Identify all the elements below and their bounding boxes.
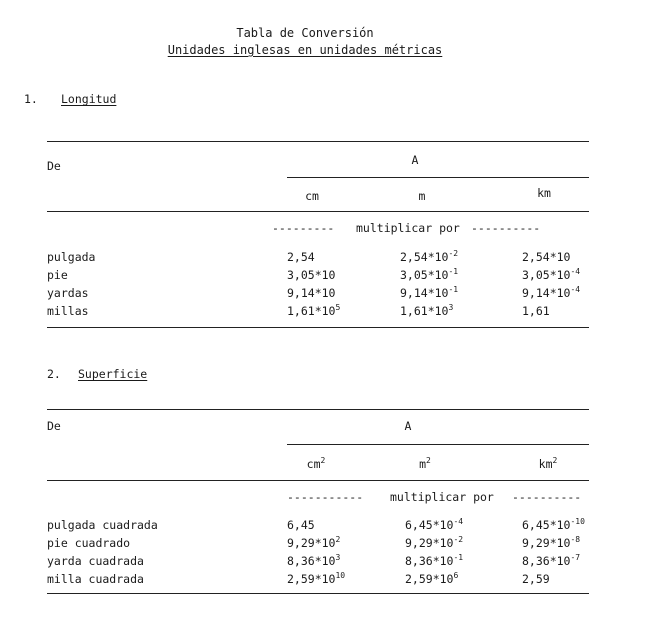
table-cell: $9,14*10^{-1}$ <box>400 285 459 300</box>
table-cell: $3,05*10^{-1}$ <box>400 267 459 282</box>
table-cell: $9,14*10^{-4}$ <box>522 285 581 300</box>
table-cell: $9,29*10^2$ <box>287 535 341 550</box>
to-label: A <box>404 419 412 433</box>
table-cell: $8,36*10^{-7}$ <box>522 553 581 568</box>
page-title: Tabla de Conversión <box>236 26 374 40</box>
table-cell: 6,45 <box>287 518 315 532</box>
factor-dashes-left: ----------- <box>287 490 364 504</box>
unit-header-cm: cm <box>305 189 319 203</box>
table-cell: $2,59*10^{10}$ <box>287 571 346 586</box>
table-cell: $9,29*10^{-8}$ <box>522 535 581 550</box>
row-label: pie cuadrado <box>47 536 131 550</box>
table-cell: 9,14*10 <box>287 286 336 300</box>
table-bottom-rule <box>47 327 589 328</box>
table-cell: $1,61*10^3$ <box>400 303 454 318</box>
table-cell: $8,36*10^{-1}$ <box>405 553 464 568</box>
row-label: yardas <box>47 286 89 300</box>
table-cell: $2,59*10^6$ <box>405 571 459 586</box>
section-number: 1. <box>24 92 38 106</box>
row-label: millas <box>47 304 89 318</box>
page-subtitle: Unidades inglesas en unidades métricas <box>167 43 443 57</box>
header-rule <box>47 211 589 212</box>
table-cell: $8,36*10^3$ <box>287 553 341 568</box>
row-label: pulgada <box>47 250 96 264</box>
unit-header-km: km <box>537 186 551 200</box>
from-label: De <box>47 159 61 173</box>
section-title: Longitud <box>61 92 117 106</box>
unit-header-m: m <box>418 189 426 203</box>
row-label: milla cuadrada <box>47 572 144 586</box>
from-label: De <box>47 419 61 433</box>
factor-label: multiplicar por <box>356 221 460 235</box>
table-cell: 2,59 <box>522 572 550 586</box>
header-rule <box>47 480 589 481</box>
table-cell: $6,45*10^{-10}$ <box>522 517 585 532</box>
row-label: yarda cuadrada <box>47 554 144 568</box>
unit-header-cm2: $cm^2$ <box>306 456 326 471</box>
table-cell: $2,54*10^{-2}$ <box>400 249 459 264</box>
table-cell: $1,61*10^5$ <box>287 303 341 318</box>
table-cell: $6,45*10^{-4}$ <box>405 517 464 532</box>
section-number: 2. <box>47 367 61 381</box>
table-bottom-rule <box>47 593 589 594</box>
table-cell: $9,29*10^{-2}$ <box>405 535 464 550</box>
table-cell: 2,54 <box>287 250 315 264</box>
unit-group-rule <box>287 177 589 178</box>
factor-dashes-left: --------- <box>272 221 335 235</box>
table-top-rule <box>47 409 589 410</box>
factor-dashes-right: ---------- <box>512 490 582 504</box>
row-label: pulgada cuadrada <box>47 518 158 532</box>
section-title: Superficie <box>78 367 148 381</box>
factor-label: multiplicar por <box>390 490 494 504</box>
table-top-rule <box>47 141 589 142</box>
table-cell: $3,05*10^{-4}$ <box>522 267 581 282</box>
unit-group-rule <box>287 444 589 445</box>
table-cell: 1,61 <box>522 304 550 318</box>
table-cell: 3,05*10 <box>287 268 336 282</box>
row-label: pie <box>47 268 68 282</box>
factor-dashes-right: ---------- <box>471 221 541 235</box>
unit-header-m2: $m^2$ <box>419 456 431 471</box>
table-cell: 2,54*10 <box>522 250 571 264</box>
to-label: A <box>411 153 419 167</box>
unit-header-km2: $km^2$ <box>538 456 558 471</box>
